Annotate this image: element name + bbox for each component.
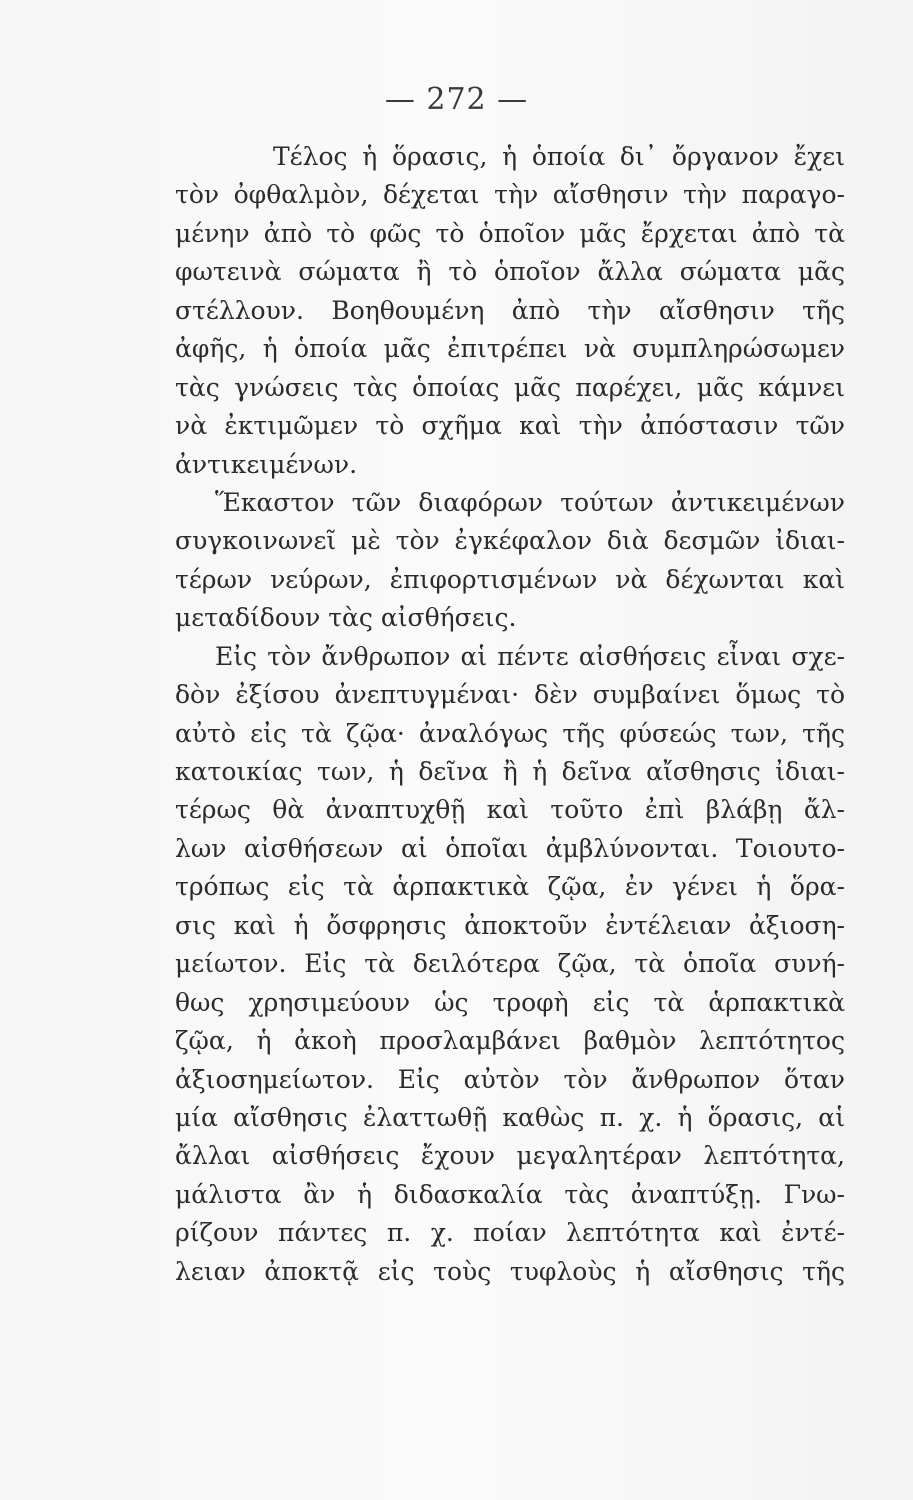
text-line: Εἰς τὸν ἄνθρωπον αἱ πέντε αἰσθήσεις εἶναι σχε-	[215, 641, 845, 671]
text-line: μένην ἀπὸ τὸ φῶς τὸ ὁποῖον μᾶς ἔρχεται ἀπὸ τὰ	[175, 218, 845, 248]
text-line: μεταδίδουν τὰς αἰσθήσεις.	[175, 603, 517, 633]
text-line: τέρων νεύρων, ἐπιφορτισμένων νὰ δέχωνται καὶ	[175, 564, 845, 594]
text-line: ἀξιοσημείωτον. Εἰς αὐτὸν τὸν ἄνθρωπον ὅταν	[175, 1064, 845, 1094]
text-line: φωτεινὰ σώματα ἢ τὸ ὁποῖον ἄλλα σώματα μᾶς	[175, 257, 845, 287]
text-line: δὸν ἐξίσου ἀνεπτυγμέναι· δὲν συμβαίνει ὅμως τὸ	[175, 680, 845, 710]
text-line: τὸν ὀφθαλμὸν, δέχεται τὴν αἴσθησιν τὴν παραγο-	[175, 180, 845, 210]
text-line: συγκοινωνεῖ μὲ τὸν ἐγκέφαλον διὰ δεσμῶν ἰδιαι-	[175, 526, 845, 556]
text-line: ἀντικειμένων.	[175, 449, 358, 479]
text-line: μία αἴσθησις ἐλαττωθῇ καθὼς π. χ. ἡ ὅρασις, αἱ	[175, 1102, 845, 1132]
text-line: ἄλλαι αἰσθήσεις ἔχουν μεγαλητέραν λεπτότητα,	[175, 1141, 845, 1171]
text-line: νὰ ἐκτιμῶμεν τὸ σχῆμα καὶ τὴν ἀπόστασιν τῶν	[175, 411, 845, 441]
text-line: Ἕκαστον τῶν διαφόρων τούτων ἀντικειμένων	[215, 487, 845, 517]
text-line: ἀφῆς, ἡ ὁποία μᾶς ἐπιτρέπει νὰ συμπληρώσωμεν	[175, 334, 845, 364]
text-line: θως χρησιμεύουν ὡς τροφὴ εἰς τὰ ἁρπακτικὰ	[175, 987, 845, 1017]
text-line: τρόπως εἰς τὰ ἁρπακτικὰ ζῷα, ἐν γένει ἡ ὅρα-	[175, 872, 845, 902]
text-line: λειαν ἀποκτᾷ εἰς τοὺς τυφλοὺς ἡ αἴσθησις τῆς	[175, 1256, 845, 1286]
text-line: ζῷα, ἡ ἀκοὴ προσλαμβάνει βαθμὸν λεπτότητος	[175, 1026, 845, 1056]
text-line: τὰς γνώσεις τὰς ὁποίας μᾶς παρέχει, μᾶς κάμνει	[175, 372, 845, 402]
text-line: ρίζουν πάντες π. χ. ποίαν λεπτότητα καὶ ἐντέ-	[175, 1218, 845, 1248]
text-line: Τέλος ἡ ὅρασις, ἡ ὁποία δι᾽ ὄργανον ἔχει	[273, 142, 845, 171]
text-line: αὐτὸ εἰς τὰ ζῷα· ἀναλόγως τῆς φύσεώς των, τῆς	[175, 718, 845, 748]
body-text	[175, 138, 845, 1291]
text-line: σις καὶ ἡ ὄσφρησις ἀποκτοῦν ἐντέλειαν ἀξιοση-	[175, 910, 845, 940]
text-line: κατοικίας των, ἡ δεῖνα ἢ ἡ δεῖνα αἴσθησις ἰδιαι-	[175, 757, 845, 786]
text-line: στέλλουν. Βοηθουμένη ἀπὸ τὴν αἴσθησιν τῆς	[175, 295, 845, 325]
text-line: τέρως θὰ ἀναπτυχθῇ καὶ τοῦτο ἐπὶ βλάβῃ ἄλ-	[175, 795, 845, 825]
text-line: λων αἰσθήσεων αἱ ὁποῖαι ἀμβλύνονται. Τοιουτο-	[175, 833, 845, 863]
page-number: — 272 —	[384, 82, 529, 117]
text-line: μάλιστα ἂν ἡ διδασκαλία τὰς ἀναπτύξῃ. Γνω-	[175, 1179, 845, 1209]
text-line: μείωτον. Εἰς τὰ δειλότερα ζῷα, τὰ ὁποῖα συνή-	[175, 949, 845, 979]
